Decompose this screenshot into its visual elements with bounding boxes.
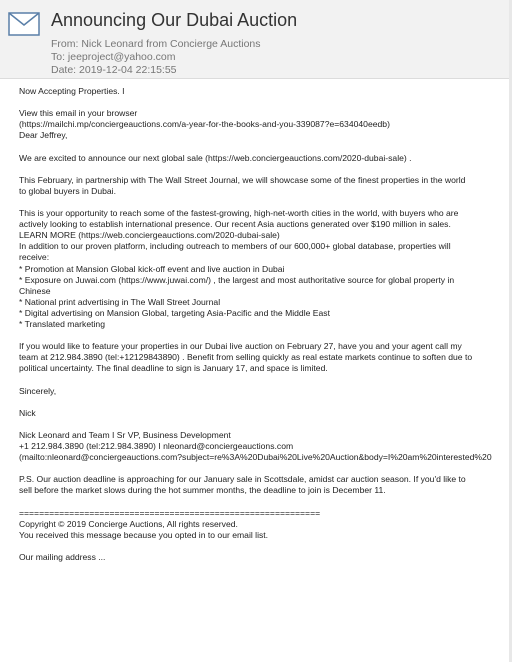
body-paragraph bbox=[19, 341, 509, 374]
mailing-address: Our mailing address ... bbox=[19, 551, 106, 562]
greeting: Dear Jeffrey, bbox=[19, 130, 68, 141]
learn-more-link[interactable]: LEARN MORE (https://web.conciergeauctions.com/2020-dubai-sale) bbox=[19, 230, 280, 241]
body-text: political uncertainty. The final deadline to sign is January 17, and space is limited. bbox=[19, 363, 328, 374]
envelope-icon bbox=[8, 12, 40, 36]
email-subject: Announcing Our Dubai Auction bbox=[51, 10, 298, 30]
body-text: If you would like to feature your properties in our Dubai live auction on February 27, have you and your agent call my bbox=[19, 341, 462, 352]
body-text: team at 212.984.3890 (tel:+12129843890) . Benefit from selling quickly as real estate markets continue to soften due to bbox=[19, 352, 473, 363]
email-to: To: jeeproject@yahoo.com bbox=[51, 51, 176, 63]
footer-optin: You received this message because you opted in to our email list. bbox=[19, 529, 269, 540]
footer-divider: ============================================================ bbox=[19, 507, 321, 518]
body-paragraph bbox=[19, 86, 509, 97]
body-paragraph bbox=[19, 552, 509, 563]
body-paragraph bbox=[19, 153, 509, 164]
footer-copyright: Copyright © 2019 Concierge Auctions, All rights reserved. bbox=[19, 518, 238, 529]
signature-name: Nick bbox=[19, 407, 36, 418]
body-paragraph bbox=[19, 408, 509, 419]
body-text: actively looking to establish international presence. Our recent Asia auctions generated over $190 million in sales. bbox=[19, 219, 451, 230]
body-text: This February, in partnership with The Wall Street Journal, we will showcase some of the finest properties in the world bbox=[19, 174, 466, 185]
body-paragraph bbox=[19, 430, 509, 463]
footer bbox=[19, 508, 509, 541]
list-item: * Exposure on Juwai.com (https://www.juwai.com/) , the largest and most authoritative source for global property in bbox=[19, 274, 455, 285]
body-text: Now Accepting Properties. I bbox=[19, 86, 125, 96]
browser-link[interactable]: View this email in your browser bbox=[19, 108, 138, 119]
email-body bbox=[19, 86, 509, 574]
body-text: to global buyers in Dubai. bbox=[19, 185, 116, 196]
body-text: We are excited to announce our next global sale (https://web.conciergeauctions.com/2020-dubai-sale) . bbox=[19, 152, 412, 163]
body-text: sell before the market slows during the hot summer months, the deadline to join is December 11. bbox=[19, 485, 386, 496]
email-header bbox=[0, 0, 512, 79]
browser-url[interactable]: (https://mailchi.mp/conciergeauctions.com/a-year-for-the-books-and-you-339087?e=634040eedb) bbox=[19, 119, 390, 130]
body-paragraph bbox=[19, 474, 509, 496]
body-paragraph bbox=[19, 386, 509, 397]
body-text: receive: bbox=[19, 252, 50, 263]
body-text: P.S. Our auction deadline is approaching for our January sale in Scottsdale, amidst car auction season. If you'd like to bbox=[19, 474, 466, 485]
list-item: * Promotion at Mansion Global kick-off event and live auction in Dubai bbox=[19, 263, 285, 274]
body-paragraph bbox=[19, 175, 509, 197]
email-date: Date: 2019-12-04 22:15:55 bbox=[51, 64, 177, 76]
signature-contact[interactable]: +1 212.984.3890 (tel:212.984.3890) I nleonard@conciergeauctions.com bbox=[19, 441, 294, 451]
list-item: * National print advertising in The Wall Street Journal bbox=[19, 296, 221, 307]
sign-off: Sincerely, bbox=[19, 385, 57, 396]
list-item: Chinese bbox=[19, 285, 51, 296]
email-from: From: Nick Leonard from Concierge Auctions bbox=[51, 38, 261, 50]
body-text: This is your opportunity to reach some of the fastest-growing, high-net-worth cities in the world, with buyers who are bbox=[19, 208, 459, 219]
body-paragraph bbox=[19, 208, 509, 330]
signature-title: Nick Leonard and Team I Sr VP, Business Development bbox=[19, 429, 231, 440]
list-item: * Translated marketing bbox=[19, 318, 105, 329]
body-text: In addition to our proven platform, including outreach to members of our 600,000+ global database, properties will bbox=[19, 241, 451, 252]
signature-mailto[interactable]: (mailto:nleonard@conciergeauctions.com?subject=re%3A%20Dubai%20Live%20Auction&body=I%20am%20interested%20 bbox=[19, 452, 492, 463]
list-item: * Digital advertising on Mansion Global, targeting Asia-Pacific and the Middle East bbox=[19, 307, 330, 318]
body-paragraph bbox=[19, 108, 509, 141]
